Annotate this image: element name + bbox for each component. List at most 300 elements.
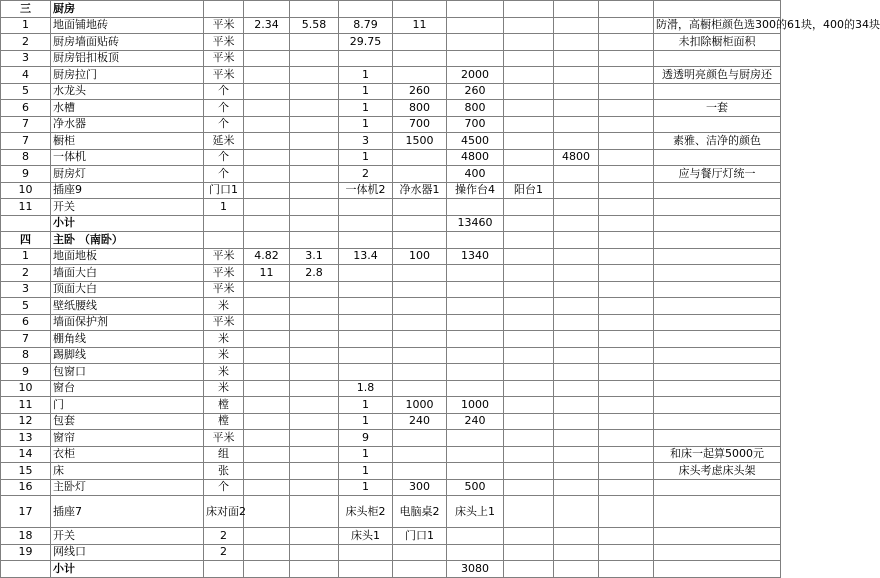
value-cell[interactable]	[554, 133, 599, 150]
value-cell[interactable]: 13.4	[339, 248, 393, 265]
value-cell[interactable]	[504, 528, 554, 545]
value-cell[interactable]	[599, 17, 654, 34]
empty-cell[interactable]	[599, 1, 654, 18]
value-cell[interactable]: 1	[339, 83, 393, 100]
value-cell[interactable]	[554, 430, 599, 447]
empty-cell[interactable]	[504, 232, 554, 249]
row-number-cell[interactable]: 11	[1, 199, 51, 216]
value-cell[interactable]	[393, 199, 447, 216]
row-number-cell[interactable]: 16	[1, 479, 51, 496]
item-name-cell[interactable]: 地面地板	[51, 248, 204, 265]
value-cell[interactable]	[504, 364, 554, 381]
value-cell[interactable]	[599, 248, 654, 265]
row-number-cell[interactable]: 7	[1, 133, 51, 150]
value-cell[interactable]	[504, 199, 554, 216]
row-number-cell[interactable]: 3	[1, 50, 51, 67]
item-name-cell[interactable]: 顶面大白	[51, 281, 204, 298]
value-cell[interactable]	[599, 298, 654, 315]
value-cell[interactable]: 240	[447, 413, 504, 430]
value-cell[interactable]	[290, 397, 339, 414]
value-cell[interactable]	[504, 298, 554, 315]
value-cell[interactable]	[554, 100, 599, 117]
value-cell[interactable]	[504, 149, 554, 166]
value-cell[interactable]	[393, 331, 447, 348]
value-cell[interactable]	[504, 100, 554, 117]
empty-cell[interactable]	[290, 1, 339, 18]
value-cell[interactable]: 操作台4	[447, 182, 504, 199]
note-cell[interactable]	[654, 380, 781, 397]
row-number-cell[interactable]: 8	[1, 347, 51, 364]
item-name-cell[interactable]: 开关	[51, 528, 204, 545]
value-cell[interactable]: 净水器1	[393, 182, 447, 199]
value-cell[interactable]: 2.8	[290, 265, 339, 282]
value-cell[interactable]	[393, 281, 447, 298]
value-cell[interactable]	[554, 496, 599, 528]
unit-cell[interactable]: 米	[204, 331, 244, 348]
value-cell[interactable]	[447, 528, 504, 545]
empty-cell[interactable]	[339, 232, 393, 249]
note-cell[interactable]: 透透明亮颜色与厨房还	[654, 67, 781, 84]
empty-cell[interactable]	[204, 232, 244, 249]
value-cell[interactable]	[447, 463, 504, 480]
empty-cell[interactable]	[1, 215, 51, 232]
note-cell[interactable]	[654, 199, 781, 216]
value-cell[interactable]	[554, 199, 599, 216]
unit-cell[interactable]: 米	[204, 298, 244, 315]
note-cell[interactable]	[654, 528, 781, 545]
note-cell[interactable]: 一套	[654, 100, 781, 117]
row-number-cell[interactable]: 1	[1, 17, 51, 34]
value-cell[interactable]	[554, 397, 599, 414]
item-name-cell[interactable]: 包套	[51, 413, 204, 430]
value-cell[interactable]: 1	[339, 446, 393, 463]
note-cell[interactable]	[654, 116, 781, 133]
value-cell[interactable]	[599, 446, 654, 463]
value-cell[interactable]	[290, 83, 339, 100]
row-number-cell[interactable]: 12	[1, 413, 51, 430]
unit-cell[interactable]: 平米	[204, 281, 244, 298]
value-cell[interactable]	[554, 182, 599, 199]
empty-cell[interactable]	[339, 215, 393, 232]
value-cell[interactable]: 电脑桌2	[393, 496, 447, 528]
value-cell[interactable]	[554, 50, 599, 67]
value-cell[interactable]	[339, 331, 393, 348]
unit-cell[interactable]: 平米	[204, 17, 244, 34]
note-cell[interactable]	[654, 83, 781, 100]
value-cell[interactable]	[290, 430, 339, 447]
value-cell[interactable]: 阳台1	[504, 182, 554, 199]
value-cell[interactable]	[599, 83, 654, 100]
note-cell[interactable]	[654, 265, 781, 282]
row-number-cell[interactable]: 18	[1, 528, 51, 545]
value-cell[interactable]	[244, 397, 290, 414]
value-cell[interactable]	[244, 133, 290, 150]
empty-cell[interactable]	[339, 561, 393, 578]
value-cell[interactable]: 2000	[447, 67, 504, 84]
value-cell[interactable]	[244, 50, 290, 67]
value-cell[interactable]	[290, 479, 339, 496]
unit-cell[interactable]: 平米	[204, 248, 244, 265]
value-cell[interactable]	[447, 34, 504, 51]
value-cell[interactable]: 门口1	[393, 528, 447, 545]
value-cell[interactable]	[339, 298, 393, 315]
empty-cell[interactable]	[554, 232, 599, 249]
unit-cell[interactable]: 床对面2	[204, 496, 244, 528]
value-cell[interactable]: 1	[339, 149, 393, 166]
value-cell[interactable]: 4800	[554, 149, 599, 166]
empty-cell[interactable]	[504, 561, 554, 578]
value-cell[interactable]	[290, 298, 339, 315]
value-cell[interactable]	[554, 544, 599, 561]
note-cell[interactable]	[654, 364, 781, 381]
value-cell[interactable]	[599, 413, 654, 430]
value-cell[interactable]: 100	[393, 248, 447, 265]
value-cell[interactable]	[554, 166, 599, 183]
item-name-cell[interactable]: 衣柜	[51, 446, 204, 463]
value-cell[interactable]	[290, 34, 339, 51]
value-cell[interactable]	[244, 83, 290, 100]
row-number-cell[interactable]: 5	[1, 298, 51, 315]
item-name-cell[interactable]: 窗台	[51, 380, 204, 397]
empty-cell[interactable]	[290, 561, 339, 578]
value-cell[interactable]	[339, 281, 393, 298]
value-cell[interactable]	[554, 528, 599, 545]
value-cell[interactable]	[599, 544, 654, 561]
value-cell[interactable]	[447, 281, 504, 298]
value-cell[interactable]	[554, 248, 599, 265]
item-name-cell[interactable]: 净水器	[51, 116, 204, 133]
empty-cell[interactable]	[1, 561, 51, 578]
value-cell[interactable]	[599, 50, 654, 67]
value-cell[interactable]	[554, 67, 599, 84]
value-cell[interactable]	[393, 430, 447, 447]
value-cell[interactable]	[599, 100, 654, 117]
value-cell[interactable]: 床头1	[339, 528, 393, 545]
value-cell[interactable]: 700	[393, 116, 447, 133]
empty-cell[interactable]	[554, 561, 599, 578]
value-cell[interactable]	[599, 67, 654, 84]
value-cell[interactable]	[290, 544, 339, 561]
empty-cell[interactable]	[654, 561, 781, 578]
value-cell[interactable]	[244, 430, 290, 447]
unit-cell[interactable]: 樘	[204, 397, 244, 414]
value-cell[interactable]	[393, 364, 447, 381]
value-cell[interactable]	[393, 347, 447, 364]
value-cell[interactable]	[447, 199, 504, 216]
unit-cell[interactable]: 米	[204, 380, 244, 397]
value-cell[interactable]	[244, 364, 290, 381]
value-cell[interactable]: 床头上1	[447, 496, 504, 528]
value-cell[interactable]	[290, 133, 339, 150]
value-cell[interactable]	[244, 446, 290, 463]
unit-cell[interactable]: 门口1	[204, 182, 244, 199]
value-cell[interactable]	[244, 281, 290, 298]
empty-cell[interactable]	[554, 1, 599, 18]
value-cell[interactable]: 5.58	[290, 17, 339, 34]
subtotal-value[interactable]: 13460	[447, 215, 504, 232]
value-cell[interactable]	[290, 496, 339, 528]
value-cell[interactable]	[504, 380, 554, 397]
note-cell[interactable]	[654, 50, 781, 67]
value-cell[interactable]	[554, 298, 599, 315]
value-cell[interactable]	[504, 17, 554, 34]
value-cell[interactable]: 3.1	[290, 248, 339, 265]
value-cell[interactable]	[554, 364, 599, 381]
value-cell[interactable]: 240	[393, 413, 447, 430]
value-cell[interactable]	[554, 380, 599, 397]
unit-cell[interactable]: 组	[204, 446, 244, 463]
unit-cell[interactable]: 樘	[204, 413, 244, 430]
item-name-cell[interactable]: 开关	[51, 199, 204, 216]
item-name-cell[interactable]: 厨房拉门	[51, 67, 204, 84]
unit-cell[interactable]: 平米	[204, 314, 244, 331]
empty-cell[interactable]	[599, 215, 654, 232]
value-cell[interactable]	[504, 430, 554, 447]
unit-cell[interactable]: 2	[204, 544, 244, 561]
unit-cell[interactable]: 个	[204, 100, 244, 117]
note-cell[interactable]: 未扣除橱柜面积	[654, 34, 781, 51]
note-cell[interactable]: 和床一起算5000元	[654, 446, 781, 463]
value-cell[interactable]: 3	[339, 133, 393, 150]
value-cell[interactable]: 1	[339, 100, 393, 117]
empty-cell[interactable]	[654, 232, 781, 249]
empty-cell[interactable]	[290, 215, 339, 232]
item-name-cell[interactable]: 橱柜	[51, 133, 204, 150]
value-cell[interactable]	[290, 463, 339, 480]
value-cell[interactable]: 4500	[447, 133, 504, 150]
note-cell[interactable]	[654, 479, 781, 496]
value-cell[interactable]	[290, 182, 339, 199]
value-cell[interactable]	[554, 479, 599, 496]
value-cell[interactable]	[599, 182, 654, 199]
value-cell[interactable]	[244, 67, 290, 84]
row-number-cell[interactable]: 10	[1, 182, 51, 199]
note-cell[interactable]: 应与餐厅灯统一	[654, 166, 781, 183]
item-name-cell[interactable]: 一体机	[51, 149, 204, 166]
note-cell[interactable]: 素雅、洁净的颜色	[654, 133, 781, 150]
value-cell[interactable]	[244, 199, 290, 216]
empty-cell[interactable]	[204, 1, 244, 18]
value-cell[interactable]	[393, 67, 447, 84]
value-cell[interactable]	[447, 544, 504, 561]
unit-cell[interactable]: 平米	[204, 67, 244, 84]
value-cell[interactable]	[290, 528, 339, 545]
empty-cell[interactable]	[393, 1, 447, 18]
value-cell[interactable]	[447, 265, 504, 282]
row-number-cell[interactable]: 5	[1, 83, 51, 100]
subtotal-value[interactable]: 3080	[447, 561, 504, 578]
value-cell[interactable]	[339, 314, 393, 331]
value-cell[interactable]	[393, 34, 447, 51]
value-cell[interactable]	[504, 248, 554, 265]
unit-cell[interactable]: 个	[204, 116, 244, 133]
value-cell[interactable]	[244, 544, 290, 561]
empty-cell[interactable]	[447, 1, 504, 18]
value-cell[interactable]	[599, 199, 654, 216]
value-cell[interactable]	[599, 314, 654, 331]
value-cell[interactable]	[393, 314, 447, 331]
unit-cell[interactable]: 2	[204, 528, 244, 545]
value-cell[interactable]	[599, 133, 654, 150]
value-cell[interactable]: 4.82	[244, 248, 290, 265]
unit-cell[interactable]: 个	[204, 83, 244, 100]
unit-cell[interactable]: 平米	[204, 430, 244, 447]
row-number-cell[interactable]: 15	[1, 463, 51, 480]
value-cell[interactable]: 8.79	[339, 17, 393, 34]
row-number-cell[interactable]: 7	[1, 116, 51, 133]
value-cell[interactable]: 2	[339, 166, 393, 183]
empty-cell[interactable]	[244, 1, 290, 18]
row-number-cell[interactable]: 13	[1, 430, 51, 447]
value-cell[interactable]: 11	[393, 17, 447, 34]
value-cell[interactable]: 300	[393, 479, 447, 496]
value-cell[interactable]	[339, 544, 393, 561]
value-cell[interactable]: 1	[339, 397, 393, 414]
value-cell[interactable]	[447, 50, 504, 67]
row-number-cell[interactable]: 8	[1, 149, 51, 166]
value-cell[interactable]	[599, 34, 654, 51]
value-cell[interactable]	[244, 413, 290, 430]
value-cell[interactable]	[599, 265, 654, 282]
value-cell[interactable]: 2.34	[244, 17, 290, 34]
row-number-cell[interactable]: 4	[1, 67, 51, 84]
item-name-cell[interactable]: 墙面保护剂	[51, 314, 204, 331]
value-cell[interactable]	[599, 331, 654, 348]
item-name-cell[interactable]: 厨房铝扣板顶	[51, 50, 204, 67]
row-number-cell[interactable]: 1	[1, 248, 51, 265]
value-cell[interactable]	[554, 413, 599, 430]
value-cell[interactable]	[447, 364, 504, 381]
value-cell[interactable]	[290, 331, 339, 348]
value-cell[interactable]	[554, 17, 599, 34]
item-name-cell[interactable]: 棚角线	[51, 331, 204, 348]
empty-cell[interactable]	[244, 215, 290, 232]
value-cell[interactable]	[244, 496, 290, 528]
value-cell[interactable]	[393, 298, 447, 315]
value-cell[interactable]: 1	[339, 67, 393, 84]
value-cell[interactable]	[599, 380, 654, 397]
value-cell[interactable]: 500	[447, 479, 504, 496]
value-cell[interactable]	[554, 281, 599, 298]
value-cell[interactable]	[290, 281, 339, 298]
value-cell[interactable]	[339, 50, 393, 67]
value-cell[interactable]: 1	[339, 116, 393, 133]
value-cell[interactable]: 800	[447, 100, 504, 117]
item-name-cell[interactable]: 床	[51, 463, 204, 480]
value-cell[interactable]: 床头柜2	[339, 496, 393, 528]
value-cell[interactable]: 1.8	[339, 380, 393, 397]
row-number-cell[interactable]: 9	[1, 364, 51, 381]
value-cell[interactable]	[504, 281, 554, 298]
value-cell[interactable]	[447, 17, 504, 34]
value-cell[interactable]	[290, 116, 339, 133]
value-cell[interactable]	[554, 347, 599, 364]
value-cell[interactable]	[244, 34, 290, 51]
value-cell[interactable]	[504, 463, 554, 480]
value-cell[interactable]	[447, 430, 504, 447]
value-cell[interactable]	[339, 265, 393, 282]
value-cell[interactable]	[504, 133, 554, 150]
item-name-cell[interactable]: 壁纸腰线	[51, 298, 204, 315]
note-cell[interactable]: 床头考虑床头架	[654, 463, 781, 480]
empty-cell[interactable]	[393, 561, 447, 578]
empty-cell[interactable]	[339, 1, 393, 18]
value-cell[interactable]	[290, 149, 339, 166]
value-cell[interactable]: 800	[393, 100, 447, 117]
note-cell[interactable]	[654, 496, 781, 528]
value-cell[interactable]: 700	[447, 116, 504, 133]
note-cell[interactable]	[654, 149, 781, 166]
value-cell[interactable]: 260	[447, 83, 504, 100]
empty-cell[interactable]	[290, 232, 339, 249]
value-cell[interactable]	[599, 347, 654, 364]
value-cell[interactable]	[244, 528, 290, 545]
unit-cell[interactable]: 张	[204, 463, 244, 480]
value-cell[interactable]	[290, 364, 339, 381]
unit-cell[interactable]: 个	[204, 479, 244, 496]
value-cell[interactable]	[244, 314, 290, 331]
item-name-cell[interactable]: 网线口	[51, 544, 204, 561]
value-cell[interactable]	[244, 479, 290, 496]
note-cell[interactable]	[654, 298, 781, 315]
empty-cell[interactable]	[244, 561, 290, 578]
item-name-cell[interactable]: 水龙头	[51, 83, 204, 100]
row-number-cell[interactable]: 3	[1, 281, 51, 298]
value-cell[interactable]	[554, 34, 599, 51]
value-cell[interactable]: 11	[244, 265, 290, 282]
value-cell[interactable]	[290, 67, 339, 84]
value-cell[interactable]	[599, 281, 654, 298]
value-cell[interactable]: 400	[447, 166, 504, 183]
row-number-cell[interactable]: 9	[1, 166, 51, 183]
note-cell[interactable]	[654, 413, 781, 430]
value-cell[interactable]	[554, 83, 599, 100]
unit-cell[interactable]: 平米	[204, 265, 244, 282]
value-cell[interactable]	[554, 314, 599, 331]
item-name-cell[interactable]: 门	[51, 397, 204, 414]
value-cell[interactable]	[504, 166, 554, 183]
value-cell[interactable]: 1000	[393, 397, 447, 414]
value-cell[interactable]	[504, 331, 554, 348]
value-cell[interactable]	[244, 100, 290, 117]
unit-cell[interactable]: 米	[204, 347, 244, 364]
empty-cell[interactable]	[504, 1, 554, 18]
value-cell[interactable]: 1	[339, 463, 393, 480]
value-cell[interactable]	[504, 116, 554, 133]
value-cell[interactable]: 29.75	[339, 34, 393, 51]
row-number-cell[interactable]: 2	[1, 34, 51, 51]
value-cell[interactable]	[290, 199, 339, 216]
value-cell[interactable]	[447, 446, 504, 463]
value-cell[interactable]	[554, 265, 599, 282]
item-name-cell[interactable]: 墙面大白	[51, 265, 204, 282]
value-cell[interactable]: 一体机2	[339, 182, 393, 199]
value-cell[interactable]: 1	[339, 413, 393, 430]
unit-cell[interactable]: 平米	[204, 50, 244, 67]
value-cell[interactable]	[599, 463, 654, 480]
note-cell[interactable]	[654, 281, 781, 298]
value-cell[interactable]	[244, 298, 290, 315]
value-cell[interactable]	[290, 413, 339, 430]
value-cell[interactable]	[599, 149, 654, 166]
note-cell[interactable]	[654, 248, 781, 265]
unit-cell[interactable]: 个	[204, 149, 244, 166]
value-cell[interactable]	[599, 364, 654, 381]
row-number-cell[interactable]: 7	[1, 331, 51, 348]
value-cell[interactable]	[244, 347, 290, 364]
value-cell[interactable]	[393, 446, 447, 463]
value-cell[interactable]	[244, 149, 290, 166]
